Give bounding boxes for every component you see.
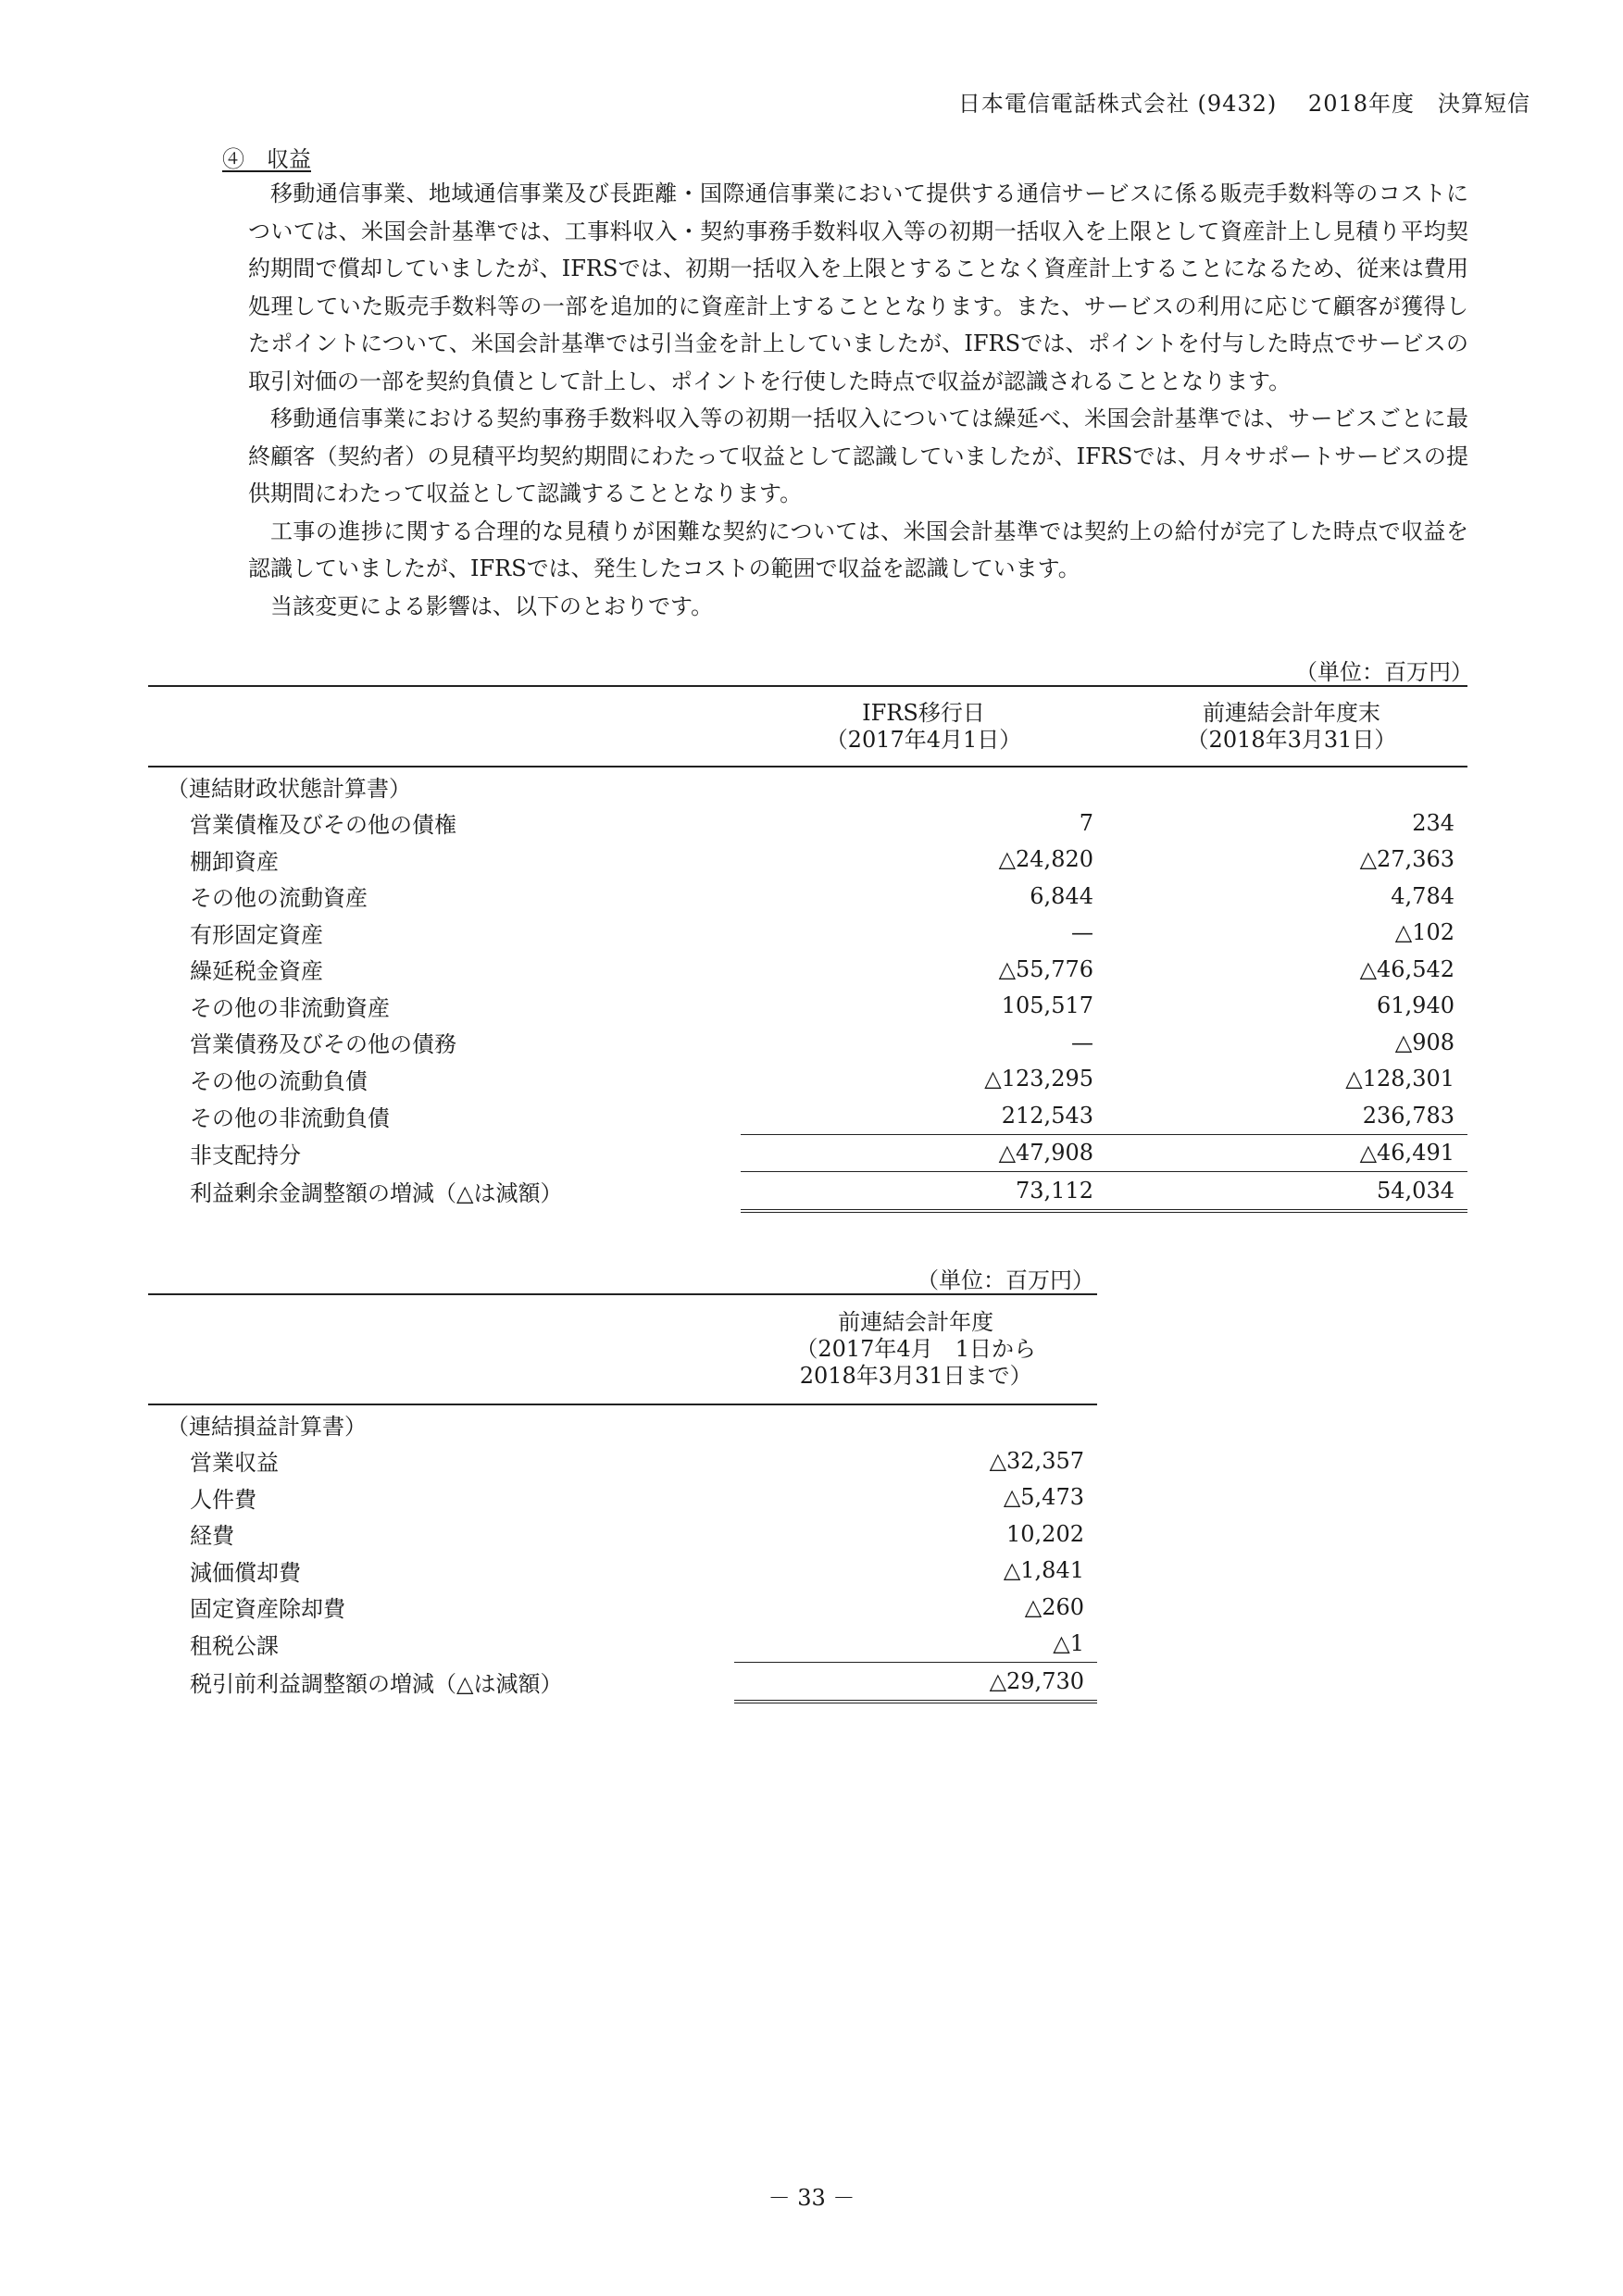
row-label: 人件費 <box>190 1486 256 1513</box>
row-value-ifrs-transition: 105,517 <box>1001 992 1093 1019</box>
cell-spacer <box>1106 1097 1116 1134</box>
table-row <box>148 1134 1467 1172</box>
paragraph: 移動通信事業、地域通信事業及び長距離・国際通信事業において提供する通信サービスに係る販売手数料等のコストについては、米国会計基準では、工事料収入・契約事務手数料収入等の初期一括収入を上限として資産計上し見積り平均契約期間で償却していましたが、IFRSでは、初期一括収入を上限とすることなく資産計上することになるため、従来は費用処理していた販売手数料等の一部を追加的に資産計上することとなります。また、サービスの利用に応じて顧客が獲得したポイントについて、米国会計基準では引当金を計上していましたが、IFRSでは、ポイントを付与した時点でサービスの取引対価の一部を契約負債として計上し、ポイントを行使した時点で収益が認識されることとなります。 <box>248 181 1468 394</box>
row-label: その他の流動資産 <box>190 885 368 912</box>
column-header-line: 前連結会計年度 <box>838 1309 994 1335</box>
column-header-line: 前連結会計年度末 <box>1203 699 1380 726</box>
cell-spacer <box>1106 878 1116 915</box>
table-row <box>148 988 1467 1025</box>
table-row <box>148 951 1467 988</box>
column-header-line: IFRS移行日 <box>862 699 985 726</box>
table-row <box>148 1479 1097 1516</box>
financial-position-table <box>148 685 1467 1213</box>
cell-spacer <box>1106 1024 1116 1061</box>
row-value: 10,202 <box>1006 1520 1084 1547</box>
row-value-ifrs-transition: 7 <box>1079 809 1093 836</box>
column-header-line: （2017年4月1日） <box>825 726 1022 753</box>
row-value: △1 <box>1053 1630 1084 1657</box>
column-header-line: （2018年3月31日） <box>1186 726 1397 753</box>
cell-spacer <box>1106 1061 1116 1098</box>
row-value-prior-year-end: △46,542 <box>1359 955 1454 982</box>
header-blank <box>148 686 741 767</box>
row-value-prior-year-end: △27,363 <box>1359 846 1454 873</box>
row-value: △5,473 <box>1003 1484 1084 1511</box>
row-label: 営業債権及びその他の債権 <box>190 812 456 839</box>
column-header-prior-year-end <box>1116 686 1467 767</box>
row-label: 棚卸資産 <box>190 848 279 875</box>
table-section-row <box>148 1404 1097 1442</box>
row-value-ifrs-transition: △47,908 <box>741 1134 1106 1172</box>
row-label: その他の非流動資産 <box>190 994 390 1021</box>
row-label: 減価償却費 <box>190 1559 301 1586</box>
row-value: △32,357 <box>989 1447 1084 1474</box>
cell-spacer <box>1106 842 1116 879</box>
table-row <box>148 1061 1467 1098</box>
page-number: － 33 － <box>768 2185 855 2211</box>
row-value-prior-year-end: 234 <box>1412 809 1454 836</box>
row-label: 繰延税金資産 <box>190 958 323 985</box>
table-row <box>148 878 1467 915</box>
table-row <box>148 1589 1097 1626</box>
row-value-ifrs-transition: — <box>1071 1029 1093 1055</box>
row-value: △1,841 <box>1003 1557 1084 1584</box>
table-row <box>148 1626 1097 1663</box>
row-value-prior-year-end: △908 <box>1394 1029 1454 1055</box>
section-label: （連結財政状態計算書） <box>167 775 411 802</box>
table-total-row <box>148 1663 1097 1702</box>
row-value-prior-year-end: △46,491 <box>1116 1134 1467 1172</box>
document-header: 日本電信電話株式会社 (9432) 2018年度 決算短信 <box>957 91 1530 117</box>
table-row <box>148 805 1467 842</box>
income-statement-table <box>148 1293 1097 1703</box>
row-label: 税引前利益調整額の増減（△は減額） <box>190 1671 563 1697</box>
row-label: 非支配持分 <box>190 1142 301 1168</box>
table-total-row <box>148 1172 1467 1211</box>
header-blank <box>1106 686 1116 767</box>
row-label: 営業収益 <box>190 1450 279 1477</box>
row-value-prior-year-end: 54,034 <box>1116 1172 1467 1211</box>
row-value-ifrs-transition: 73,112 <box>741 1172 1106 1211</box>
row-label: 利益剰余金調整額の増減（△は減額） <box>190 1180 563 1206</box>
cell-spacer <box>1106 951 1116 988</box>
header-blank <box>148 1294 734 1404</box>
column-header-ifrs-transition <box>741 686 1106 767</box>
row-value-ifrs-transition: △55,776 <box>998 955 1093 982</box>
table-row <box>148 842 1467 879</box>
section-body <box>248 175 1468 625</box>
section-title: ④ 収益 <box>222 146 311 172</box>
row-value-prior-year-end: 4,784 <box>1391 882 1454 909</box>
row-label: 有形固定資産 <box>190 921 323 948</box>
column-header-line: 2018年3月31日まで） <box>799 1363 1032 1389</box>
column-header-line: （2017年4月 1日から <box>795 1336 1036 1362</box>
row-value-prior-year-end: 61,940 <box>1377 992 1454 1019</box>
row-label: 租税公課 <box>190 1633 279 1659</box>
row-label: 固定資産除却費 <box>190 1596 345 1623</box>
row-value-ifrs-transition: △24,820 <box>998 846 1093 873</box>
row-label: その他の非流動負債 <box>190 1104 390 1131</box>
table-header-row <box>148 686 1467 767</box>
table-row <box>148 1024 1467 1061</box>
table-row <box>148 1516 1097 1553</box>
paragraph: 工事の進捗に関する合理的な見積りが困難な契約については、米国会計基準では契約上の給付が完了した時点で収益を認識していましたが、IFRSでは、発生したコストの範囲で収益を認識しています。 <box>248 518 1468 581</box>
cell-spacer <box>1106 915 1116 952</box>
section-label: （連結損益計算書） <box>167 1413 367 1440</box>
row-value: △29,730 <box>734 1663 1097 1702</box>
row-value-ifrs-transition: △123,295 <box>984 1066 1093 1092</box>
cell-spacer <box>1106 1134 1116 1172</box>
row-value-prior-year-end: △102 <box>1394 919 1454 946</box>
row-value: △260 <box>1024 1593 1084 1620</box>
table-row <box>148 1097 1467 1134</box>
cell-spacer <box>1106 988 1116 1025</box>
row-label: その他の流動負債 <box>190 1067 368 1094</box>
table-row <box>148 915 1467 952</box>
row-label: 営業債務及びその他の債務 <box>190 1031 456 1058</box>
paragraph: 当該変更による影響は、以下のとおりです。 <box>270 593 714 619</box>
table-header-row <box>148 1294 1097 1404</box>
table-row <box>148 1442 1097 1479</box>
cell-spacer <box>1106 805 1116 842</box>
cell-spacer <box>1106 1172 1116 1211</box>
paragraph: 移動通信事業における契約事務手数料収入等の初期一括収入については繰延べ、米国会計基準では、サービスごとに最終顧客（契約者）の見積平均契約期間にわたって収益として認識していましたが、IFRSでは、月々サポートサービスの提供期間にわたって収益として認識することとなります。 <box>248 406 1468 506</box>
table2-unit: （単位：百万円） <box>917 1267 1094 1293</box>
row-value-prior-year-end: 236,783 <box>1362 1102 1454 1129</box>
row-label: 経費 <box>190 1523 234 1550</box>
table-section-row <box>148 767 1467 805</box>
table-row <box>148 1553 1097 1590</box>
column-header-prior-year <box>734 1294 1097 1404</box>
row-value-ifrs-transition: 6,844 <box>1030 882 1093 909</box>
row-value-prior-year-end: △128,301 <box>1345 1066 1454 1092</box>
row-value-ifrs-transition: — <box>1071 919 1093 946</box>
table1-unit: （単位：百万円） <box>1295 659 1473 685</box>
row-value-ifrs-transition: 212,543 <box>1001 1102 1093 1129</box>
